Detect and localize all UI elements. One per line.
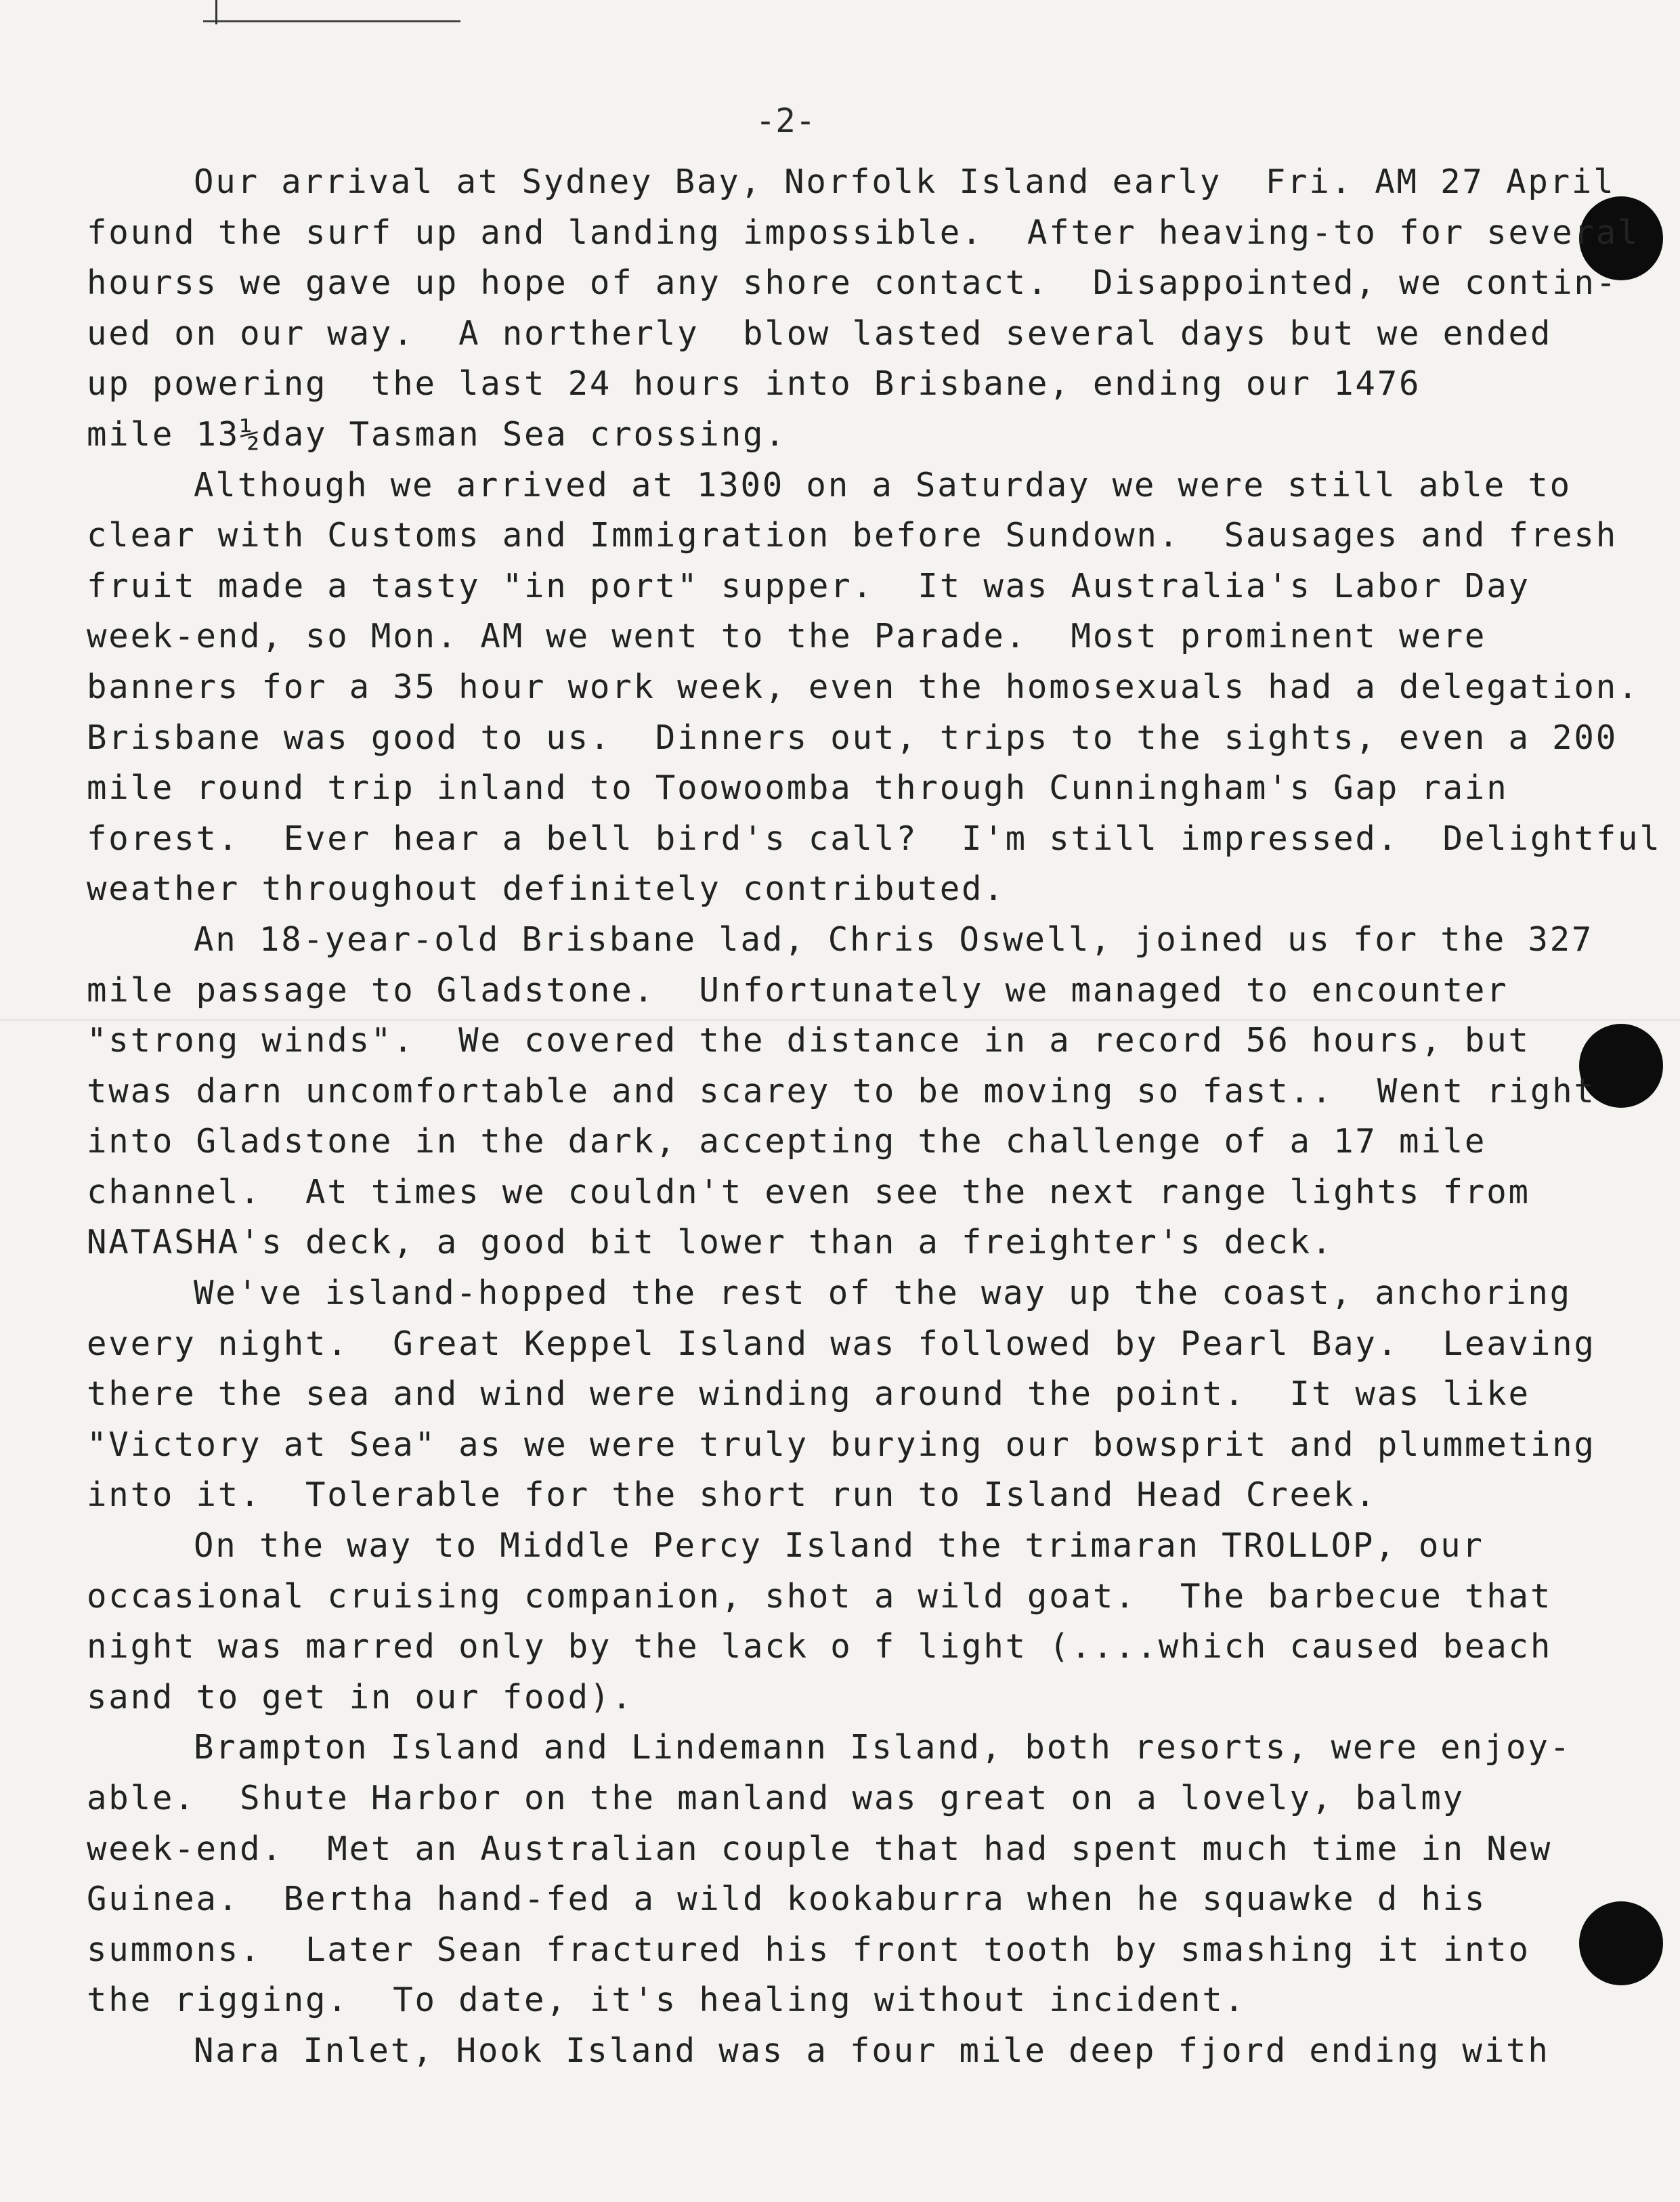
text-line: banners for a 35 hour work week, even the homosexuals had a delegation. xyxy=(87,667,1640,706)
text-line: hourss we gave up hope of any shore contact. Disappointed, we contin- xyxy=(87,263,1618,303)
text-line: into it. Tolerable for the short run to Island Head Creek. xyxy=(87,1475,1377,1515)
text-line: Brisbane was good to us. Dinners out, trips to the sights, even a 200 xyxy=(87,718,1618,757)
text-line: Although we arrived at 1300 on a Saturday we were still able to xyxy=(194,465,1572,504)
text-line: occasional cruising companion, shot a wild goat. The barbecue that xyxy=(87,1576,1553,1616)
text-line: "Victory at Sea" as we were truly burying our bowsprit and plummeting xyxy=(87,1425,1596,1464)
text-line: ued on our way. A northerly blow lasted several days but we ended xyxy=(87,314,1553,353)
letter-body xyxy=(87,157,1662,2077)
text-line: mile passage to Gladstone. Unfortunately we managed to encounter xyxy=(87,970,1509,1010)
text-line: into Gladstone in the dark, accepting the challenge of a 17 mile xyxy=(87,1122,1487,1161)
text-line: twas darn uncomfortable and scarey to be moving so fast.. Went right xyxy=(87,1071,1596,1110)
text-line: week-end, so Mon. AM we went to the Parade. Most prominent were xyxy=(87,617,1487,656)
text-line: mile 13½day Tasman Sea crossing. xyxy=(87,414,787,454)
text-line: Nara Inlet, Hook Island was a four mile deep fjord ending with xyxy=(194,2031,1550,2070)
text-line: fruit made a tasty "in port" supper. It was Australia's Labor Day xyxy=(87,566,1530,605)
text-line: On the way to Middle Percy Island the trimaran TROLLOP, our xyxy=(194,1526,1484,1566)
text-line: Our arrival at Sydney Bay, Norfolk Island early Fri. AM 27 April xyxy=(194,163,1616,201)
text-line: weather throughout definitely contributed. xyxy=(87,869,1006,909)
text-line: channel. At times we couldn't even see the next range lights from xyxy=(87,1172,1530,1211)
text-line: Brampton Island and Lindemann Island, both resorts, were enjoy- xyxy=(194,1728,1572,1767)
text-line: up powering the last 24 hours into Brisbane, ending our 1476 xyxy=(87,364,1421,404)
text-line: NATASHA's deck, a good bit lower than a freighter's deck. xyxy=(87,1223,1334,1262)
text-line: mile round trip inland to Toowoomba through Cunningham's Gap rain xyxy=(87,769,1509,808)
text-line: every night. Great Keppel Island was followed by Pearl Bay. Leaving xyxy=(87,1324,1596,1363)
text-line: forest. Ever hear a bell bird's call? I'm still impressed. Delightful xyxy=(87,819,1662,858)
text-line: We've island-hopped the rest of the way up the coast, anchoring xyxy=(194,1274,1572,1313)
text-line: there the sea and wind were winding around the point. It was like xyxy=(87,1375,1530,1414)
text-line: summons. Later Sean fractured his front tooth by smashing it into xyxy=(87,1930,1530,1969)
text-line: able. Shute Harbor on the manland was great on a lovely, balmy xyxy=(87,1779,1465,1817)
text-line: found the surf up and landing impossible. After heaving-to for several xyxy=(87,213,1640,252)
text-line: Guinea. Bertha hand-fed a wild kookaburra when he squawke d his xyxy=(87,1880,1487,1919)
page-number: -2- xyxy=(755,102,816,140)
text-line: "strong winds". We covered the distance in a record 56 hours, but xyxy=(87,1021,1530,1060)
text-line: An 18-year-old Brisbane lad, Chris Oswell, joined us for the 327 xyxy=(194,920,1594,959)
page-edge-tick xyxy=(215,0,217,24)
text-line: week-end. Met an Australian couple that had spent much time in New xyxy=(87,1829,1553,1868)
text-line: clear with Customs and Immigration before Sundown. Sausages and fresh xyxy=(87,516,1618,555)
page-edge-mark xyxy=(203,0,460,22)
text-line: night was marred only by the lack o f light (....which caused beach xyxy=(87,1627,1553,1666)
text-line: sand to get in our food). xyxy=(87,1677,634,1717)
text-line: the rigging. To date, it's healing without incident. xyxy=(87,1981,1246,2020)
